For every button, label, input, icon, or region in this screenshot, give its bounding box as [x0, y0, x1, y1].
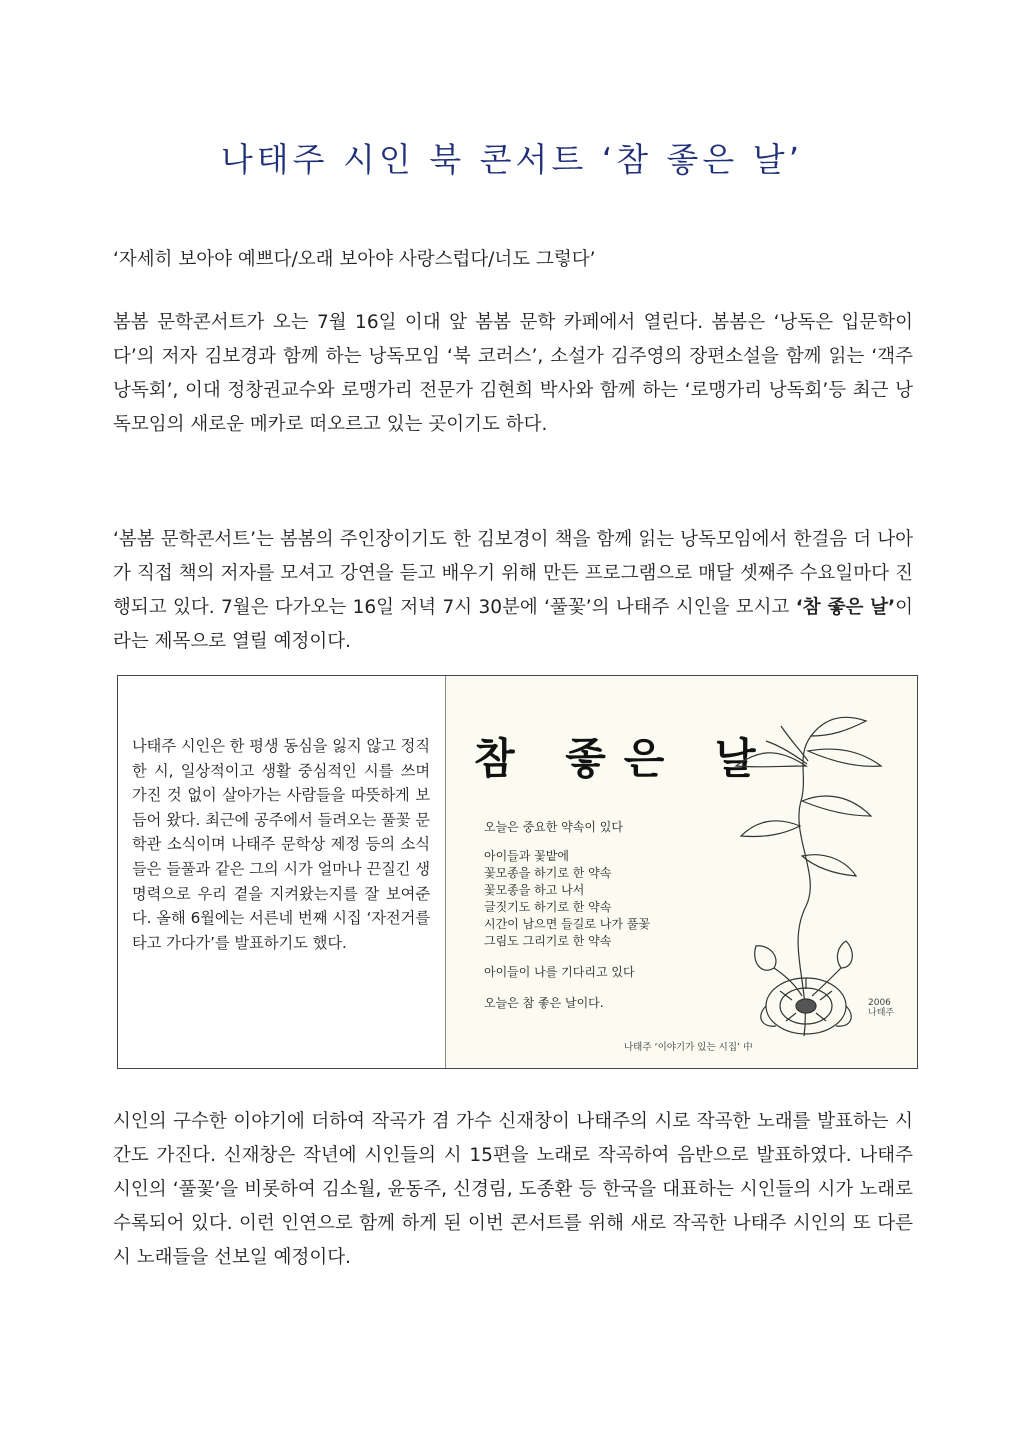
poem-line: 아이들과 꽃밭에	[484, 849, 569, 863]
info-box	[117, 675, 918, 1069]
plant-leaf	[811, 717, 866, 736]
poem-line: 아이들이 나를 기다리고 있다	[484, 965, 635, 979]
intro-quote: ‘자세히 보아야 예쁘다/오래 보아야 사랑스럽다/너도 그렇다’	[113, 249, 596, 270]
poem-line: 꽃모종을 하기로 한 약속	[484, 866, 612, 880]
plant-leaf	[802, 796, 871, 816]
poem-line: 오늘은 중요한 약속이 있다	[484, 820, 623, 834]
plant-leaf	[741, 821, 800, 837]
signature-year: 2006	[868, 998, 891, 1008]
plant-stem	[798, 736, 811, 1036]
paragraph-2	[113, 523, 913, 659]
poem-line: 꽃모종을 하고 나서	[484, 883, 585, 897]
poet-description-panel	[118, 676, 446, 1068]
paragraph-1: 봄봄 문학콘서트가 오는 7월 16일 이대 앞 봄봄 문학 카페에서 열린다. 봄봄은 ‘낭독은 입문학이다’의 저자 김보경과 함께 하는 낭독모임 ‘북 코러스’, 소설가 김주영의 장편소설을 함께 읽는 ‘객주 낭독회’, 이대 정창권교수와 로맹가리 전문가 김현희 박사와 함께 하는 ‘로맹가리 낭독회’등 최근 낭독모임의 새로운 메카로 떠오르고 있는 곳이기도 하다.	[113, 312, 913, 435]
page-title: 나태주 시인 북 콘서트 ‘참 좋은 날’	[220, 140, 804, 180]
paragraph-2-text: ‘봄봄 문학콘서트’는 봄봄의 주인장이기도 한 김보경이 책을 함께 읽는 낭독모임에서 한걸음 더 나아가 직접 책의 저자를 모셔고 강연을 듣고 배우기 위해 만든 프로그램으로 매달 셋째주 수요일마다 진행되고 있다. 7월은 다가오는 16일 저녁 7시 30분에 ‘풀꽃’의 나태주 시인을 모시고	[113, 529, 913, 618]
plant-leaf	[736, 753, 806, 767]
paragraph-3: 시인의 구수한 이야기에 더하여 작곡가 겸 가수 신재창이 나태주의 시로 작곡한 노래를 발표하는 시간도 가진다. 신재창은 작년에 시인들의 시 15편을 노래로 작곡하여 음반으로 발표하였다. 나태주 시인의 ‘풀꽃’을 비롯하여 김소월, 윤동주, 신경림, 도종환 등 한국을 대표하는 시인들의 시가 노래로 수록되어 있다. 이런 인연으로 함께 하게 된 이번 콘서트를 위해 새로 작곡한 나태주 시인의 또 다른 시 노래들을 선보일 예정이다.	[113, 1111, 913, 1268]
poem-line: 오늘은 참 좋은 날이다.	[484, 996, 604, 1010]
plant-leaf	[802, 855, 856, 876]
poem-line: 그림도 그리기로 한 약속	[484, 934, 612, 948]
signature-name: 나태주	[868, 1008, 895, 1018]
event-title-bold: ‘참 좋은 날’	[795, 597, 896, 618]
flower-bud	[755, 946, 776, 970]
poem-title: 참 좋은 날	[474, 734, 774, 783]
poem-source: 나태주 ‘이야기가 있는 시집’ 中	[624, 1042, 753, 1053]
poem-image	[446, 676, 917, 1068]
plant-leaf	[808, 749, 881, 766]
poem-line: 글짓기도 하기로 한 약속	[484, 900, 612, 914]
poet-description: 나태주 시인은 한 평생 동심을 잃지 않고 정직한 시, 일상적이고 생활 중심적인 시를 쓰며 가진 것 없이 살아가는 사람들을 따뜻하게 보듬어 왔다. 최근에 공주에서 들려오는 풀꽃 문학관 소식이며 나태주 문학상 제정 등의 소식들은 들풀과 같은 그의 시가 얼마나 끈질긴 생명력으로 우리 곁을 지켜왔는지를 잘 보여준다. 올해 6월에는 서른네 번째 시집 ‘자전거를 타고 가다가’를 발표하기도 했다.	[132, 737, 430, 952]
poem-line: 시간이 남으면 들길로 나가 풀꽃	[484, 917, 650, 931]
flower-bud	[837, 941, 852, 968]
paragraph-2-end: 이라는 제목으로 열릴 예정이다.	[113, 597, 914, 652]
flower-illustration	[696, 706, 911, 1046]
